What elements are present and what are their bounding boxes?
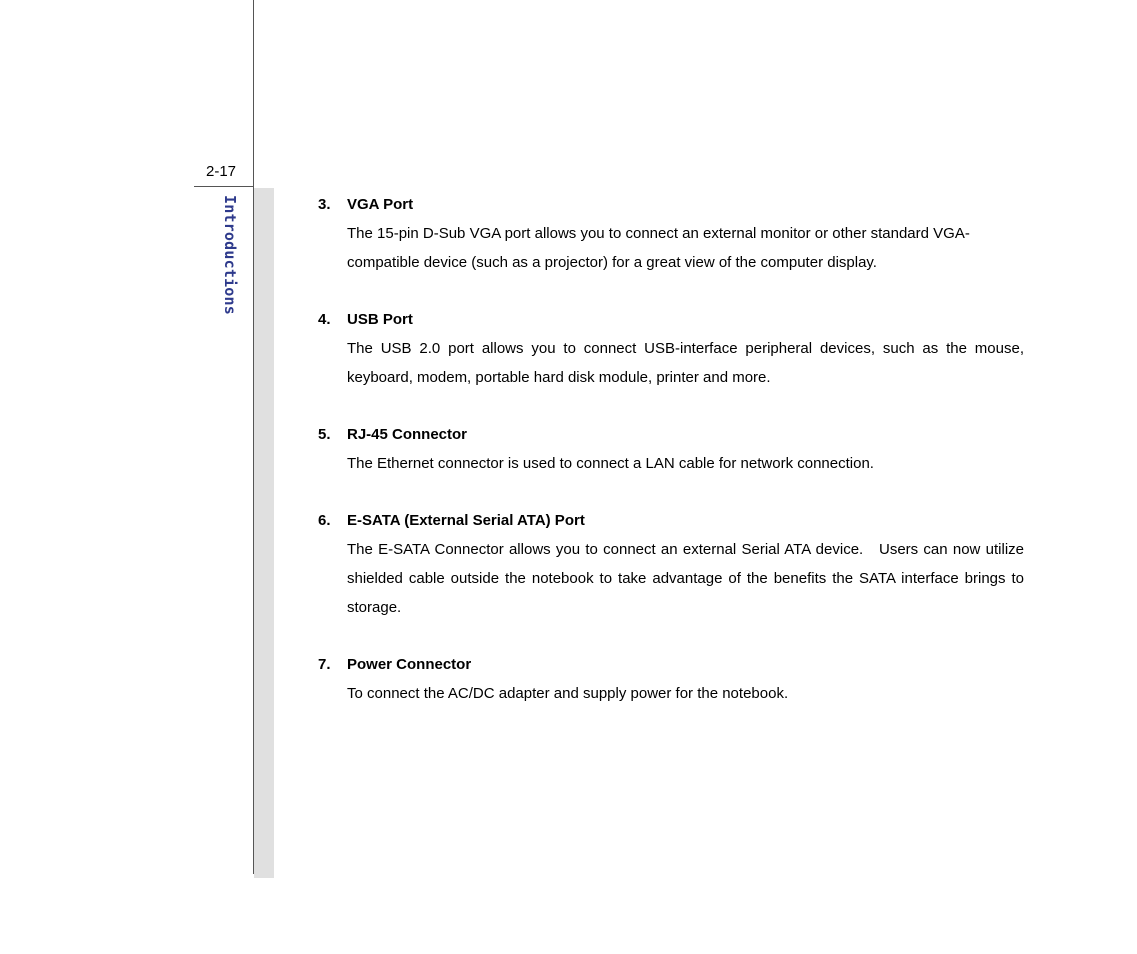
item-description: The 15-pin D-Sub VGA port allows you to connect an external monitor or other standard VGA-compatible device (such as a projector) for a great view of the computer display. (347, 225, 970, 271)
item-number: 7. (318, 656, 331, 673)
item-description: To connect the AC/DC adapter and supply power for the notebook. (347, 685, 789, 702)
list-item (318, 421, 1024, 478)
item-title: Power Connector (347, 656, 472, 673)
item-description: The E-SATA Connector allows you to connect an external Serial ATA device. Users can now utilize shielded cable outside the notebook to take advantage of the benefits the SATA interface brings to storage. (347, 541, 1029, 616)
item-title: VGA Port (347, 196, 414, 213)
list-item (318, 191, 1024, 277)
item-title: E-SATA (External Serial ATA) Port (347, 512, 585, 529)
document-body (318, 191, 1029, 737)
list-item (318, 651, 1024, 708)
item-heading (318, 651, 1024, 679)
list-item (318, 306, 1024, 392)
item-heading (318, 191, 1024, 219)
item-heading (318, 421, 1024, 449)
item-description: The Ethernet connector is used to connect a LAN cable for network connection. (347, 455, 874, 472)
item-number: 4. (318, 311, 331, 328)
margin-gray-bar (254, 188, 274, 878)
item-title: USB Port (347, 311, 413, 328)
item-number: 3. (318, 196, 331, 213)
item-number: 5. (318, 426, 331, 443)
page-number: 2-17 (206, 163, 237, 180)
page-number-rule (194, 186, 254, 187)
item-description: The USB 2.0 port allows you to connect USB-interface peripheral devices, such as the mouse, keyboard, modem, portable hard disk module, printer and more. (347, 340, 1024, 386)
item-number: 6. (318, 512, 331, 529)
list-item (318, 507, 1029, 622)
item-title: RJ-45 Connector (347, 426, 468, 443)
chapter-label: Introductions (221, 195, 239, 315)
item-heading (318, 507, 1024, 535)
item-heading (318, 306, 1024, 334)
